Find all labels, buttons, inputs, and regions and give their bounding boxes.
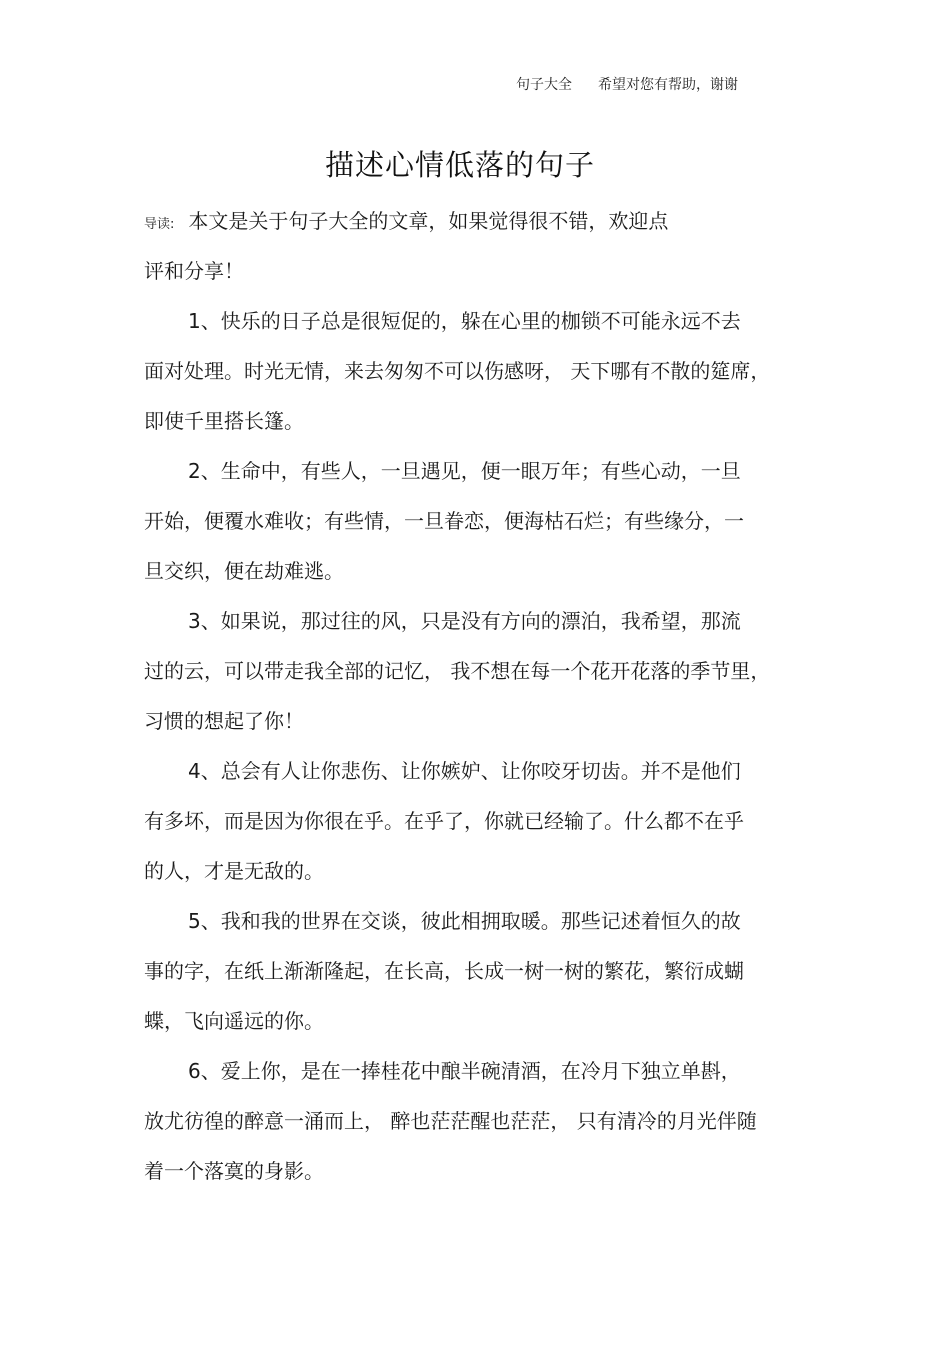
paragraph-4-line-3: 的人，才是无敌的。	[144, 859, 324, 883]
paragraph-2-line-3: 旦交织，便在劫难逃。	[144, 559, 344, 583]
intro-label: 导读:	[144, 217, 175, 232]
header-left-text: 句子大全	[516, 77, 572, 93]
paragraph-3-line-3: 习惯的想起了你！	[144, 709, 304, 733]
paragraph-6-line-2: 放尤彷徨的醉意一涌而上， 醉也茫茫醒也茫茫， 只有清冷的月光伴随	[144, 1109, 757, 1133]
paragraph-1-line-2: 面对处理。时光无情，来去匆匆不可以伤感呀， 天下哪有不散的筵席，	[144, 359, 771, 383]
paragraph-1-line-1: 1、快乐的日子总是很短促的，躲在心里的枷锁不可能永远不去	[188, 309, 741, 333]
paragraph-1-line-3: 即使千里搭长篷。	[144, 409, 304, 433]
paragraph-3-line-1: 3、如果说，那过往的风，只是没有方向的漂泊，我希望，那流	[188, 609, 741, 633]
paragraph-5-line-1: 5、我和我的世界在交谈，彼此相拥取暖。那些记述着恒久的故	[188, 909, 741, 933]
paragraph-4-line-2: 有多坏，而是因为你很在乎。在乎了，你就已经输了。什么都不在乎	[144, 809, 744, 833]
intro-text-1: 本文是关于句子大全的文章，如果觉得很不错，欢迎点	[188, 209, 669, 233]
page-header	[516, 74, 738, 94]
paragraph-3-line-2: 过的云，可以带走我全部的记忆， 我不想在每一个花开花落的季节里，	[144, 659, 771, 683]
intro-line-2: 评和分享！	[144, 259, 244, 283]
document-body	[144, 196, 804, 1196]
document-title: 描述心情低落的句子	[324, 148, 595, 182]
paragraph-2-line-1: 2、生命中，有些人，一旦遇见，便一眼万年；有些心动，一旦	[188, 459, 741, 483]
paragraph-5-line-2: 事的字，在纸上渐渐隆起，在长高，长成一树一树的繁花，繁衍成蝴	[144, 959, 744, 983]
paragraph-6-line-1: 6、爱上你，是在一捧桂花中酿半碗清酒，在冷月下独立单斟，	[188, 1059, 741, 1083]
paragraph-6-line-3: 着一个落寞的身影。	[144, 1159, 324, 1183]
paragraph-2-line-2: 开始，便覆水难收；有些情，一旦眷恋，便海枯石烂；有些缘分，一	[144, 509, 744, 533]
header-right-text: 希望对您有帮助，谢谢	[598, 77, 738, 93]
intro-line-1	[144, 196, 804, 246]
paragraph-5-line-3: 蝶，飞向遥远的你。	[144, 1009, 324, 1033]
paragraph-4-line-1: 4、总会有人让你悲伤、让你嫉妒、让你咬牙切齿。并不是他们	[188, 759, 741, 783]
